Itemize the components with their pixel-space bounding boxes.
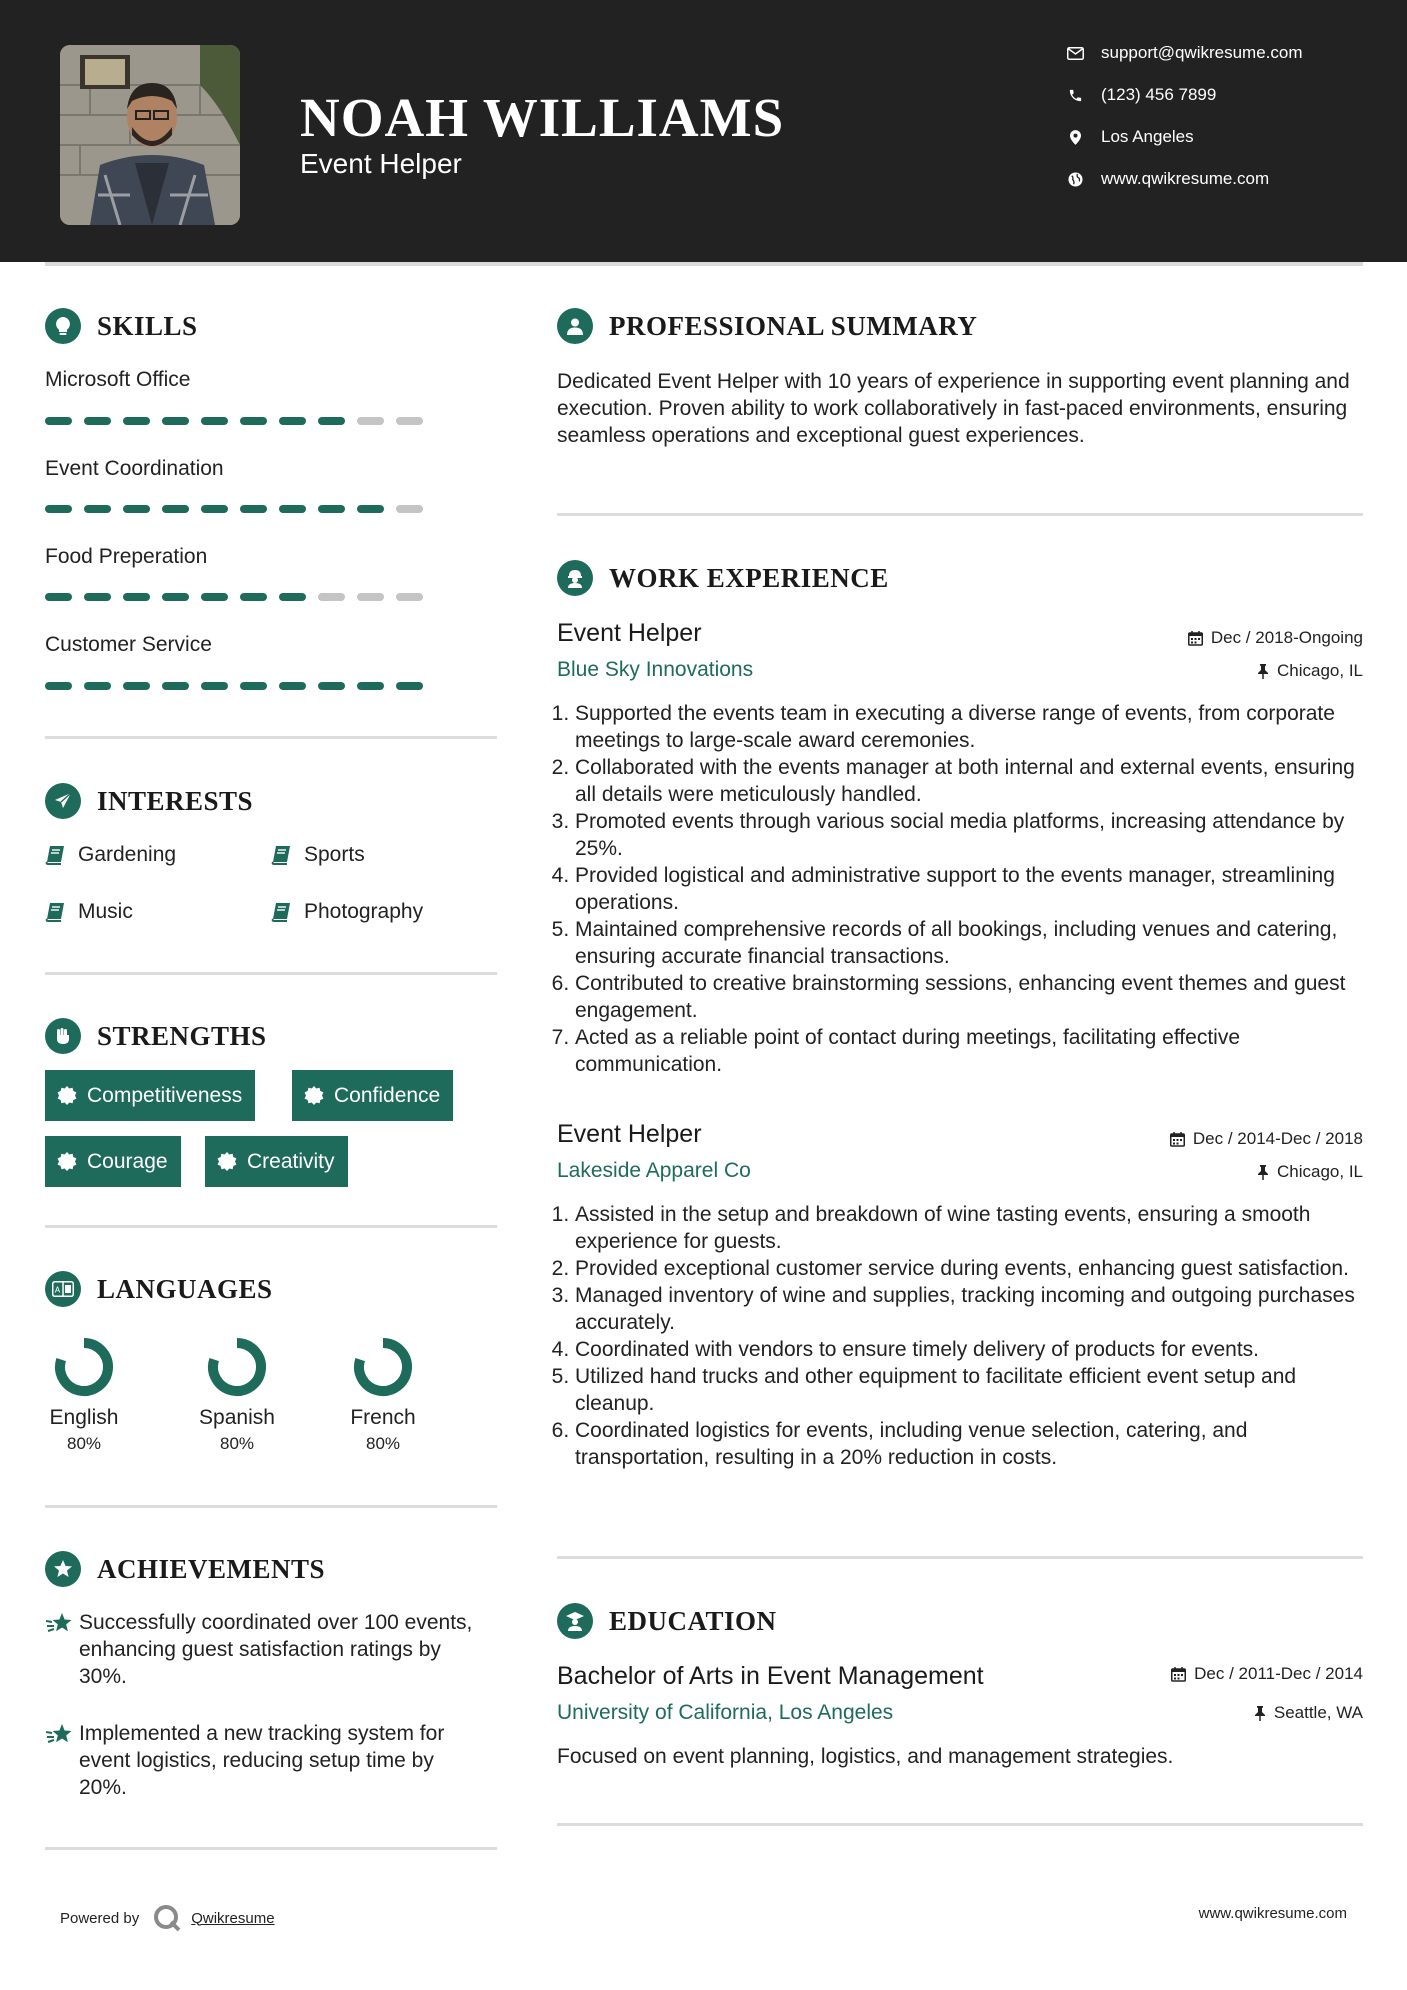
interest-item (271, 843, 365, 867)
resume-header (0, 0, 1407, 262)
skill-segment-filled (396, 682, 423, 690)
book-icon (45, 902, 66, 922)
skills-title: SKILLS (97, 310, 198, 341)
phone-icon (1065, 85, 1085, 105)
certificate-badge-icon (304, 1086, 324, 1106)
skill-segment-filled (318, 417, 345, 425)
skill-segment-filled (162, 593, 189, 601)
skill-segment-empty (357, 593, 384, 601)
job-location-text: Chicago, IL (1277, 1162, 1363, 1181)
user-icon (557, 308, 593, 344)
achievements-title: ACHIEVEMENTS (97, 1553, 326, 1584)
job-duty-item: 7. Acted as a reliable point of contact during meetings, facilitating effective communication. (575, 1024, 1365, 1078)
strength-label: Competitiveness (87, 1083, 243, 1107)
job-location-text: Chicago, IL (1277, 661, 1363, 680)
interest-label: Photography (304, 900, 424, 923)
skill-segment-empty (396, 505, 423, 513)
job-duty-item: 3. Promoted events through various social media platforms, increasing attendance by 25%. (575, 808, 1365, 862)
job-company: Lakeside Apparel Co (557, 1159, 751, 1182)
interests-title: INTERESTS (97, 785, 254, 816)
skill-segment-filled (84, 505, 111, 513)
interest-item (45, 900, 133, 924)
section-divider (45, 736, 497, 739)
location-text: Los Angeles (1101, 127, 1194, 146)
skill-segment-empty (396, 417, 423, 425)
section-divider (45, 1505, 497, 1508)
interests-heading (45, 783, 253, 819)
paper-plane-icon (45, 783, 81, 819)
education-heading (557, 1603, 777, 1639)
contact-location (1065, 127, 1194, 147)
skill-segment-filled (84, 417, 111, 425)
skill-segment-filled (201, 593, 228, 601)
skill-segment-empty (357, 417, 384, 425)
interest-item (45, 843, 176, 867)
candidate-name: NOAH WILLIAMS (300, 87, 785, 148)
interest-label: Gardening (78, 843, 177, 866)
language-percent: 80% (365, 1434, 401, 1453)
powered-by-label: Powered by (60, 1909, 140, 1927)
fist-icon (45, 1018, 81, 1054)
language-progress-arc (359, 1343, 407, 1391)
certificate-badge-icon (217, 1152, 237, 1172)
education-dates-text: Dec / 2011-Dec / 2014 (1194, 1664, 1363, 1683)
book-icon (45, 845, 66, 865)
calendar-icon (1170, 1132, 1185, 1147)
skills-heading (45, 308, 198, 344)
language-percent: 80% (219, 1434, 255, 1453)
language-name: Spanish (199, 1406, 275, 1429)
skill-rating-bar (45, 682, 423, 690)
globe-icon (1065, 169, 1085, 189)
skill-segment-filled (279, 593, 306, 601)
candidate-title: Event Helper (300, 148, 462, 179)
strength-chip (45, 1136, 181, 1187)
phone-text: (123) 456 7899 (1101, 85, 1217, 104)
pushpin-icon (1254, 1706, 1266, 1721)
job-duties-list (575, 1201, 1365, 1471)
summary-text: Dedicated Event Helper with 10 years of experience in supporting event planning and execution. Proven ability to work collaboratively in fast-paced environments, ensuring seamless operations and exceptional guest experiences. (557, 370, 1350, 447)
shooting-star-icon (45, 1722, 79, 1801)
header-divider (45, 262, 1363, 266)
language-item (323, 1335, 443, 1454)
section-divider (45, 972, 497, 975)
graduate-icon (557, 1603, 593, 1639)
contact-email[interactable] (1065, 43, 1303, 63)
book-icon (271, 845, 292, 865)
certificate-badge-icon (57, 1152, 77, 1172)
envelope-icon (1065, 43, 1085, 63)
section-divider (557, 1556, 1363, 1559)
skill-segment-empty (396, 593, 423, 601)
section-divider (45, 1847, 497, 1850)
skill-segment-filled (240, 593, 267, 601)
skill-segment-filled (45, 417, 72, 425)
language-percent: 80% (66, 1434, 102, 1453)
job-duties-list (575, 700, 1365, 1078)
skill-segment-filled (279, 417, 306, 425)
website-text: www.qwikresume.com (1101, 169, 1270, 188)
language-progress-ring (351, 1335, 415, 1399)
education-location-text: Seattle, WA (1273, 1703, 1363, 1722)
skill-segment-filled (45, 682, 72, 690)
skill-segment-filled (123, 417, 150, 425)
skill-segment-filled (240, 505, 267, 513)
footer-powered-by (60, 1904, 275, 1932)
skill-segment-filled (357, 505, 384, 513)
skill-segment-filled (240, 417, 267, 425)
strengths-title: STRENGTHS (97, 1020, 267, 1051)
language-name: English (49, 1406, 119, 1429)
achievement-item (45, 1720, 485, 1801)
education-description: Focused on event planning, logistics, and management strategies. (557, 1745, 1174, 1768)
job-duty-item: 4. Provided logistical and administrative support to the events manager, streamlining operations. (575, 862, 1365, 916)
strength-label: Confidence (334, 1083, 441, 1107)
summary-heading (557, 308, 977, 344)
strengths-heading (45, 1018, 267, 1054)
language-progress-ring (52, 1335, 116, 1399)
worker-icon (557, 560, 593, 596)
skill-segment-empty (318, 593, 345, 601)
language-icon (45, 1271, 81, 1307)
job-dates-text: Dec / 2014-Dec / 2018 (1192, 1129, 1363, 1148)
skill-segment-filled (201, 505, 228, 513)
experience-heading (557, 560, 889, 596)
achievements-heading (45, 1551, 325, 1587)
job-duty-item: 4. Coordinated with vendors to ensure timely delivery of products for events. (575, 1336, 1365, 1363)
book-icon (271, 902, 292, 922)
contact-website[interactable] (1065, 169, 1269, 189)
skill-segment-filled (123, 682, 150, 690)
lightbulb-icon (45, 308, 81, 344)
skill-segment-filled (201, 682, 228, 690)
job-duty-item: 5. Maintained comprehensive records of all bookings, including venues and catering, ensuring accurate financial transactions. (575, 916, 1365, 970)
job-role: Event Helper (557, 1120, 702, 1148)
profile-photo (60, 45, 240, 225)
calendar-icon (1188, 631, 1203, 646)
svg-text:A: A (54, 1285, 61, 1295)
achievement-text: Successfully coordinated over 100 events, enhancing guest satisfaction ratings by 30%. (79, 1611, 473, 1688)
skill-segment-filled (123, 505, 150, 513)
job-dates-text: Dec / 2018-Ongoing (1210, 628, 1363, 647)
job-company: Blue Sky Innovations (557, 658, 754, 681)
section-divider (557, 513, 1363, 516)
interest-item (271, 900, 423, 924)
job-duty-item: 5. Utilized hand trucks and other equipment to facilitate efficient event setup and cleanup. (575, 1363, 1365, 1417)
skill-segment-filled (162, 417, 189, 425)
skill-segment-filled (279, 505, 306, 513)
contact-phone[interactable] (1065, 85, 1216, 105)
skill-segment-filled (162, 682, 189, 690)
language-item (177, 1335, 297, 1454)
skill-segment-filled (279, 682, 306, 690)
interest-label: Music (78, 900, 133, 923)
skill-segment-filled (84, 593, 111, 601)
language-item (24, 1335, 144, 1454)
strength-chip (292, 1070, 453, 1121)
footer-website[interactable]: www.qwikresume.com (1198, 1905, 1347, 1922)
skill-segment-filled (318, 682, 345, 690)
skill-rating-bar (45, 417, 423, 425)
education-location (1254, 1703, 1363, 1723)
calendar-icon (1171, 1667, 1186, 1682)
strength-label: Courage (87, 1149, 168, 1173)
skill-segment-filled (357, 682, 384, 690)
education-school: University of California, Los Angeles (557, 1701, 894, 1724)
job-duty-item: 6. Coordinated logistics for events, including venue selection, catering, and transportation, resulting in a 20% reduction in costs. (575, 1417, 1365, 1471)
skill-segment-filled (318, 505, 345, 513)
qwikresume-logo-icon (153, 1904, 181, 1932)
skill-label: Customer Service (45, 633, 212, 656)
language-progress-ring (205, 1335, 269, 1399)
skill-label: Event Coordination (45, 457, 224, 480)
qwikresume-link[interactable]: Qwikresume (191, 1909, 275, 1927)
experience-title: WORK EXPERIENCE (609, 562, 889, 593)
education-degree: Bachelor of Arts in Event Management (557, 1662, 984, 1690)
language-progress-arc (213, 1343, 261, 1391)
skill-segment-filled (123, 593, 150, 601)
skill-segment-filled (84, 682, 111, 690)
certificate-badge-icon (57, 1086, 77, 1106)
education-dates (1171, 1664, 1363, 1684)
pushpin-icon (1257, 1165, 1269, 1180)
job-location (1257, 1162, 1363, 1182)
achievement-text: Implemented a new tracking system for event logistics, reducing setup time by 20%. (79, 1722, 445, 1799)
job-duty-item: 1. Supported the events team in executing a diverse range of events, from corporate meetings to large-scale award ceremonies. (575, 700, 1365, 754)
skill-rating-bar (45, 593, 423, 601)
job-role: Event Helper (557, 619, 702, 647)
job-duty-item: 1. Assisted in the setup and breakdown of wine tasting events, ensuring a smooth experience for guests. (575, 1201, 1365, 1255)
strength-label: Creativity (247, 1149, 335, 1173)
job-duty-item: 2. Provided exceptional customer service during events, enhancing guest satisfaction. (575, 1255, 1365, 1282)
strength-chip (205, 1136, 348, 1187)
interest-label: Sports (304, 843, 365, 866)
map-pin-icon (1065, 127, 1085, 147)
job-duty-item: 6. Contributed to creative brainstorming sessions, enhancing event themes and guest engagement. (575, 970, 1365, 1024)
skill-segment-filled (45, 593, 72, 601)
skill-segment-filled (240, 682, 267, 690)
shooting-star-icon (45, 1611, 79, 1690)
job-dates (1170, 1129, 1363, 1149)
languages-title: LANGUAGES (97, 1273, 273, 1304)
languages-heading (45, 1271, 273, 1307)
pushpin-icon (1257, 664, 1269, 679)
skill-rating-bar (45, 505, 423, 513)
section-divider (557, 1823, 1363, 1826)
job-duty-item: 2. Collaborated with the events manager at both internal and external events, ensuring all details were meticulously handled. (575, 754, 1365, 808)
strength-chip (45, 1070, 255, 1121)
language-name: French (350, 1406, 416, 1429)
summary-title: PROFESSIONAL SUMMARY (609, 310, 978, 341)
skill-segment-filled (201, 417, 228, 425)
education-title: EDUCATION (609, 1605, 777, 1636)
job-duty-item: 3. Managed inventory of wine and supplies, tracking incoming and outgoing purchases accurately. (575, 1282, 1365, 1336)
job-dates (1188, 628, 1363, 648)
star-badge-icon (45, 1551, 81, 1587)
job-location (1257, 661, 1363, 681)
section-divider (45, 1225, 497, 1228)
skill-label: Food Preperation (45, 545, 208, 568)
skill-segment-filled (162, 505, 189, 513)
skill-label: Microsoft Office (45, 368, 191, 391)
email-text: support@qwikresume.com (1101, 43, 1303, 62)
skill-segment-filled (45, 505, 72, 513)
language-progress-arc (60, 1343, 108, 1391)
achievement-item (45, 1609, 485, 1690)
